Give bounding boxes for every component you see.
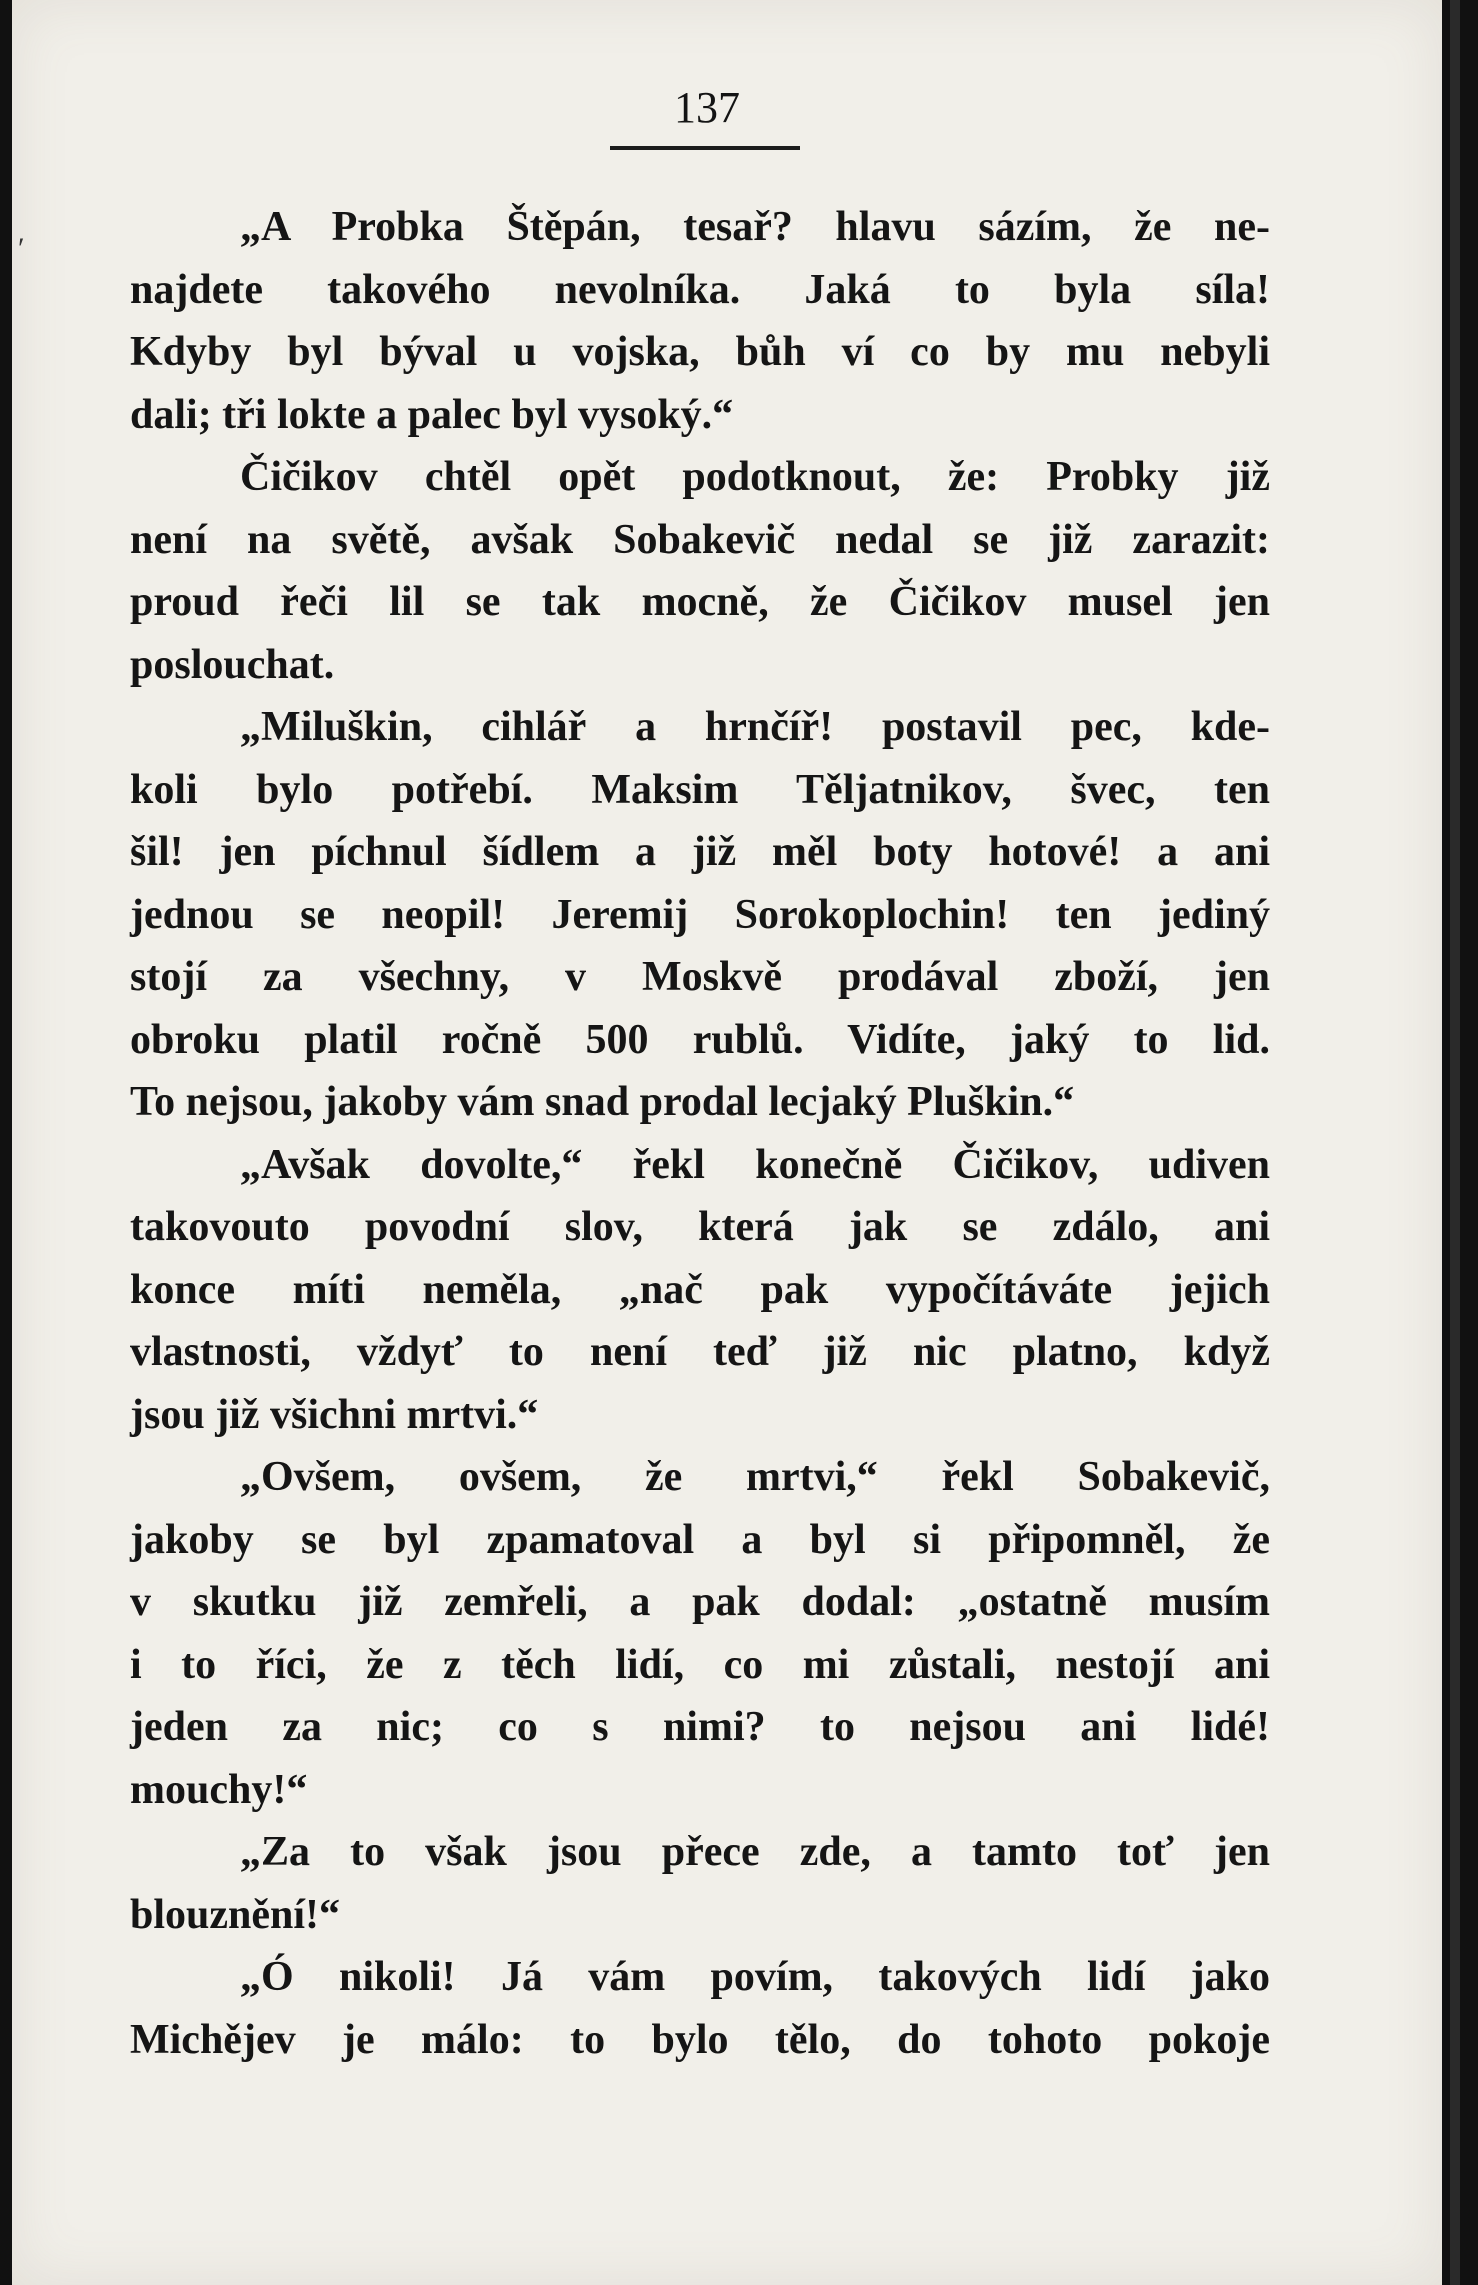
text-line: vlastnosti, vždyť to není teď již nic platno, když bbox=[130, 1329, 1270, 1375]
text-line: Michějev je málo: to bylo tělo, do tohoto pokoje bbox=[130, 2016, 1270, 2063]
margin-speck: ′ bbox=[18, 232, 25, 265]
text-line: Čičikov chtěl opět podotknout, že: Probky již bbox=[240, 454, 1270, 500]
text-line: proud řeči lil se tak mocně, že Čičikov musel jen bbox=[130, 579, 1270, 625]
text-line: „Ovšem, ovšem, že mrtvi,“ řekl Sobakevič, bbox=[240, 1454, 1270, 1500]
text-line: i to říci, že z těch lidí, co mi zůstali, nestojí ani bbox=[130, 1641, 1270, 1688]
text-line: takovouto povodní slov, která jak se zdálo, ani bbox=[130, 1204, 1270, 1250]
text-line: „A Probka Štěpán, tesař? hlavu sázím, že ne- bbox=[240, 204, 1270, 250]
text-line: není na světě, avšak Sobakevič nedal se již zarazit: bbox=[130, 516, 1270, 563]
text-line: „Ó nikoli! Já vám povím, takových lidí jako bbox=[240, 1954, 1270, 2000]
text-line: „Avšak dovolte,“ řekl konečně Čičikov, udiven bbox=[240, 1141, 1270, 1188]
text-line: jsou již všichni mrtvi.“ bbox=[130, 1391, 539, 1438]
text-line: Kdyby byl býval u vojska, bůh ví co by mu nebyli bbox=[130, 329, 1270, 375]
text-line: poslouchat. bbox=[130, 641, 335, 688]
text-line: v skutku již zemřeli, a pak dodal: „ostatně musím bbox=[130, 1579, 1270, 1625]
text-line: dali; tři lokte a palec byl vysoký.“ bbox=[130, 391, 734, 438]
text-line: jeden za nic; co s nimi? to nejsou ani lidé! bbox=[130, 1704, 1270, 1750]
text-line: mouchy!“ bbox=[130, 1766, 308, 1813]
text-line: jednou se neopil! Jeremij Sorokoplochin! ten jediný bbox=[130, 891, 1270, 938]
text-line: koli bylo potřebí. Maksim Těljatnikov, švec, ten bbox=[130, 766, 1270, 813]
page-number: 137 bbox=[674, 83, 740, 132]
body-text bbox=[130, 196, 1270, 2071]
text-line: šil! jen píchnul šídlem a již měl boty hotové! a ani bbox=[130, 829, 1270, 875]
text-line: obroku platil ročně 500 rublů. Vidíte, jaký to lid. bbox=[130, 1016, 1270, 1063]
text-line: najdete takového nevolníka. Jaká to byla síla! bbox=[130, 266, 1270, 313]
text-line: blouznění!“ bbox=[130, 1891, 341, 1938]
text-line: stojí za všechny, v Moskvě prodával zboží, jen bbox=[130, 954, 1270, 1000]
text-line: „Miluškin, cihlář a hrnčíř! postavil pec, kde- bbox=[240, 704, 1270, 750]
page-number-rule bbox=[610, 146, 800, 150]
text-line: konce míti neměla, „nač pak vypočítáváte jejich bbox=[130, 1266, 1270, 1313]
text-line: To nejsou, jakoby vám snad prodal lecjaký Pluškin.“ bbox=[130, 1079, 1075, 1125]
text-line: jakoby se byl zpamatoval a byl si připomněl, že bbox=[130, 1516, 1270, 1563]
book-page bbox=[12, 0, 1442, 2285]
page-edge-shadow bbox=[1450, 0, 1460, 2285]
text-line: „Za to však jsou přece zde, a tamto toť jen bbox=[240, 1829, 1270, 1875]
